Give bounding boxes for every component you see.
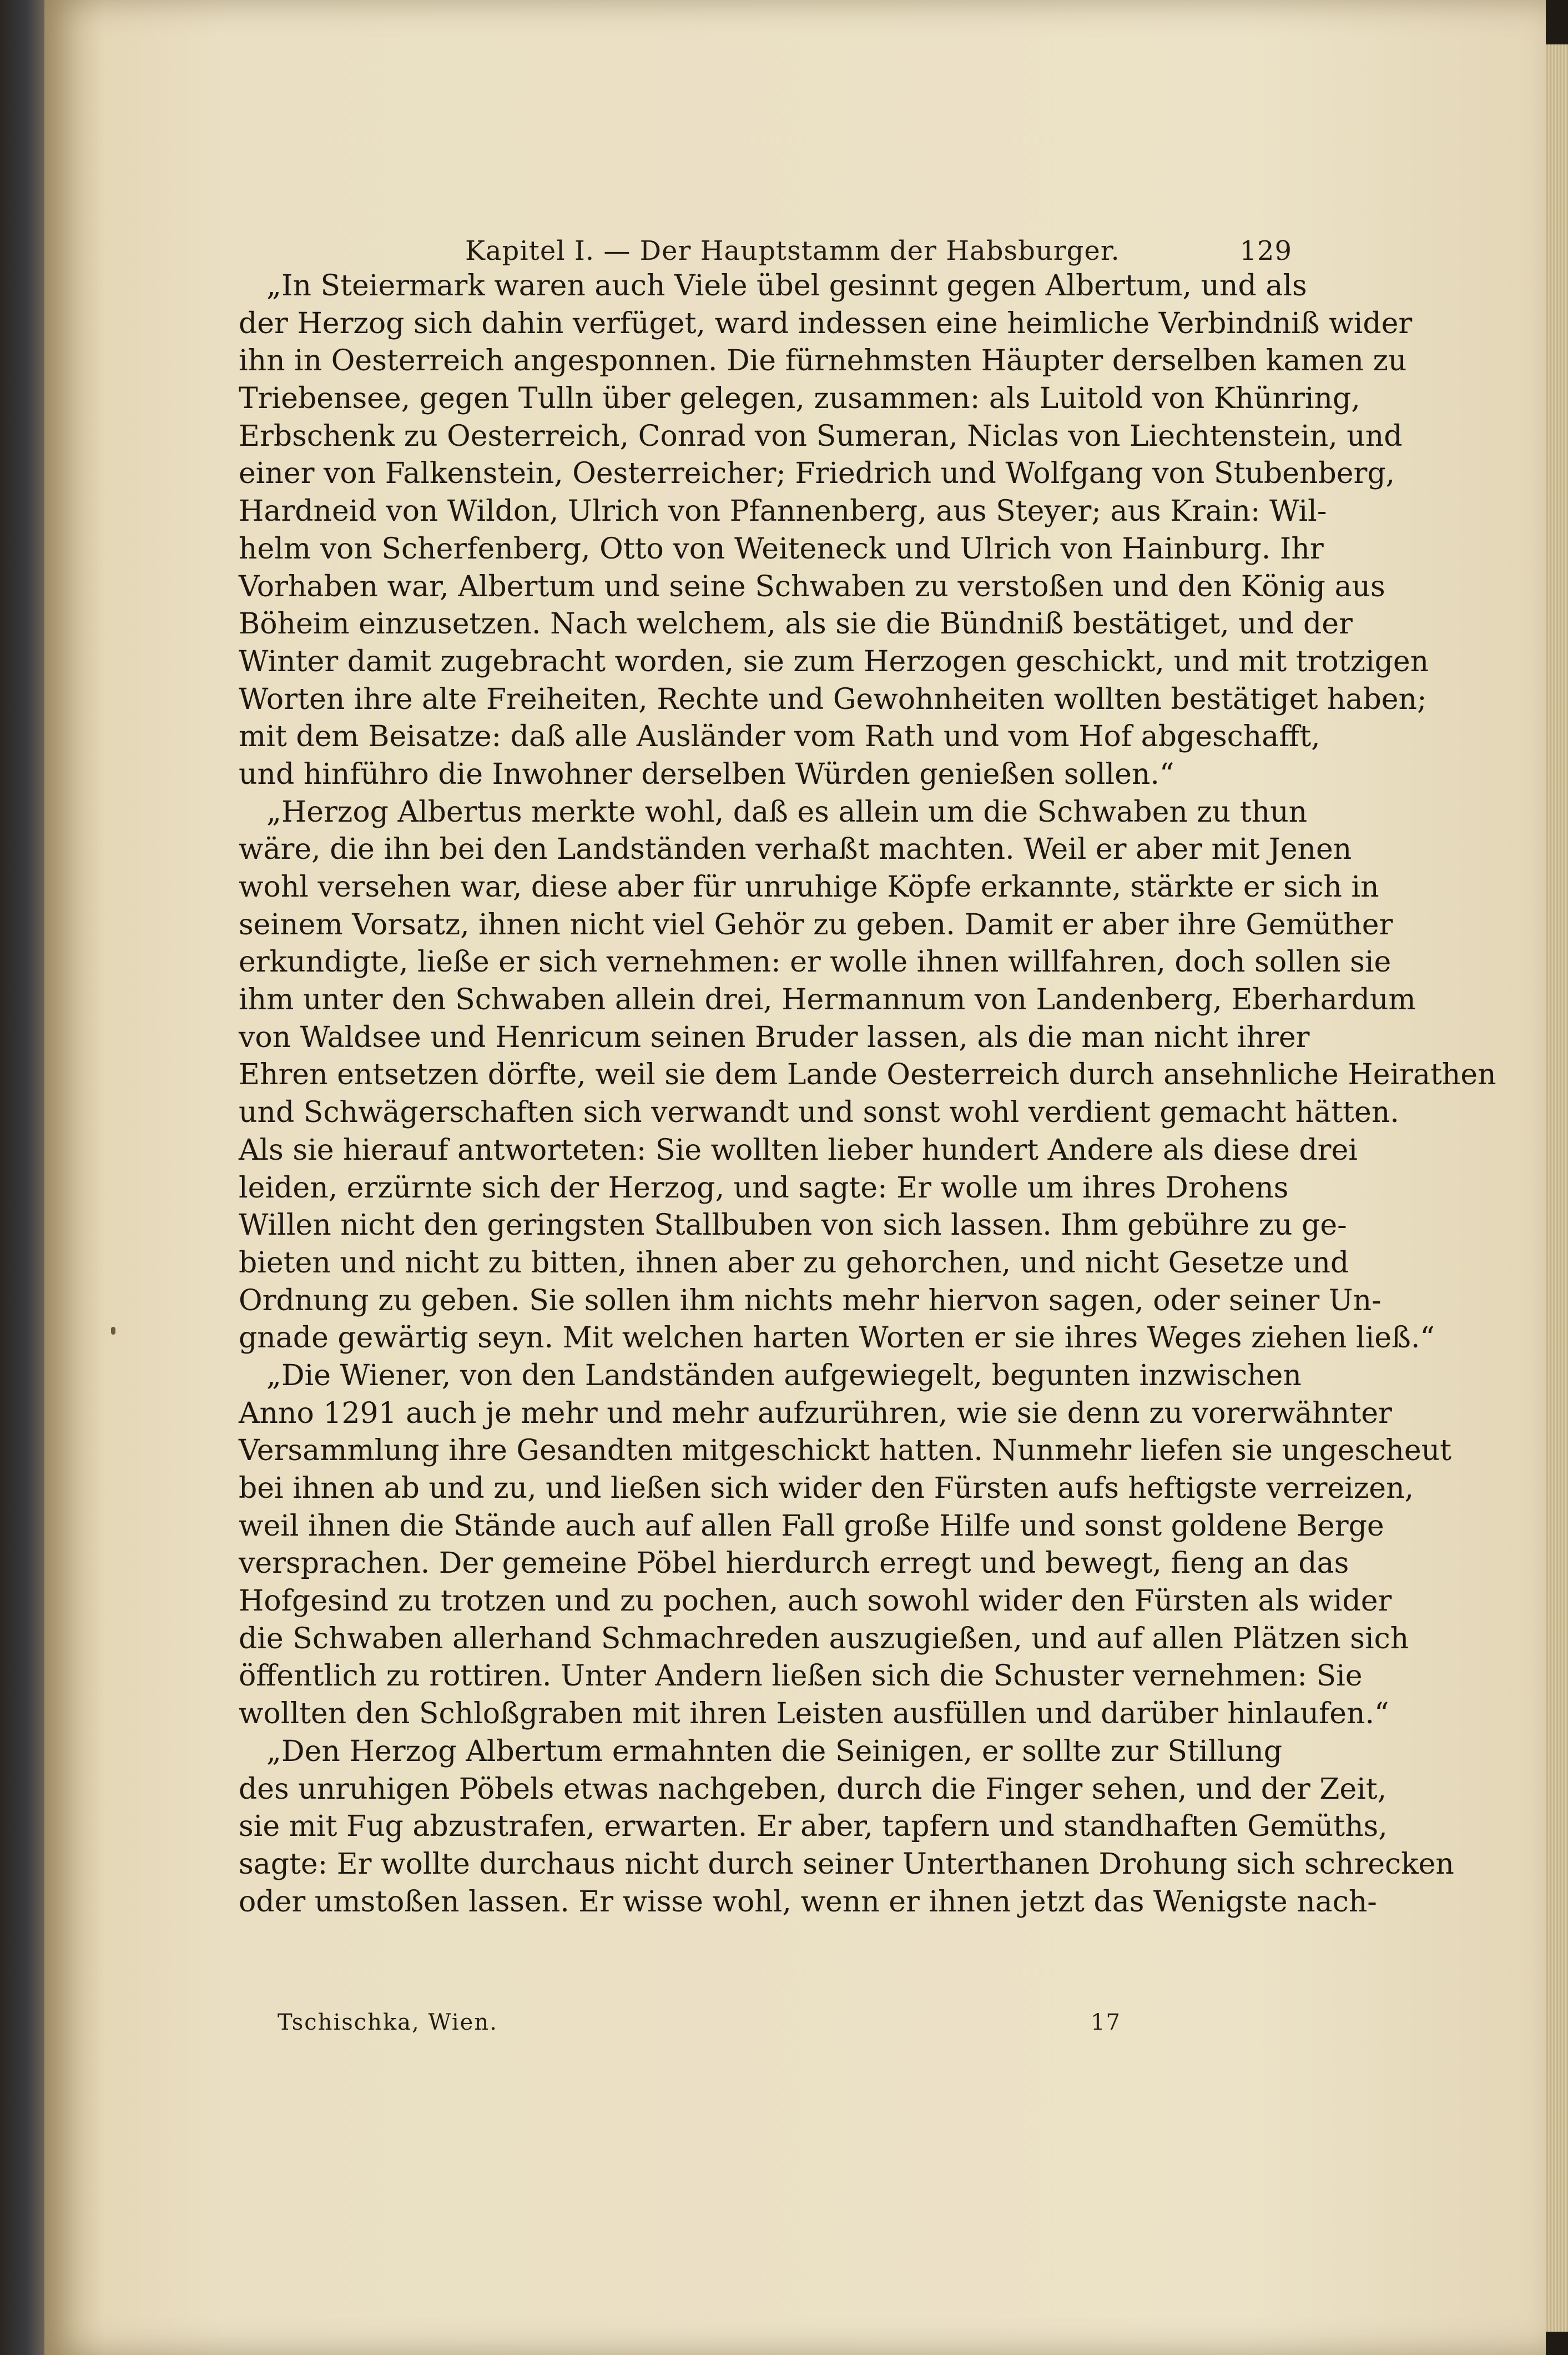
text-line: „Den Herzog Albertum ermahnten die Seinigen, er sollte zur Stillung <box>266 1734 1282 1768</box>
text-line: „In Steiermark waren auch Viele übel gesinnt gegen Albertum, und als <box>266 269 1307 303</box>
text-line: die Schwaben allerhand Schmachreden auszugießen, und auf allen Plätzen sich <box>239 1622 1409 1655</box>
page-header <box>465 235 1298 269</box>
text-line: der Herzog sich dahin verfüget, ward indessen eine heimliche Verbindniß wider <box>239 306 1413 340</box>
paragraph <box>239 1733 1454 1921</box>
text-line: erkundigte, ließe er sich vernehmen: er wolle ihnen willfahren, doch sollen sie <box>239 945 1391 979</box>
paragraph <box>239 794 1496 1357</box>
text-line: öffentlich zu rottiren. Unter Andern ließen sich die Schuster vernehmen: Sie <box>239 1659 1363 1693</box>
page-edges <box>1546 44 1568 2332</box>
text-line: gnade gewärtig seyn. Mit welchen harten Worten er sie ihres Weges ziehen ließ.“ <box>239 1321 1435 1355</box>
paragraph <box>239 268 1429 794</box>
text-line: wäre, die ihn bei den Landständen verhaßt machten. Weil er aber mit Jenen <box>239 833 1352 867</box>
text-line: weil ihnen die Stände auch auf allen Fall große Hilfe und sonst goldene Berge <box>239 1509 1384 1543</box>
text-line: Triebensee, gegen Tulln über gelegen, zusammen: als Luitold von Khünring, <box>239 382 1360 416</box>
text-line: wohl versehen war, diese aber für unruhige Köpfe erkannte, stärkte er sich in <box>239 870 1379 904</box>
running-head: Kapitel I. — Der Hauptstamm der Habsburger. <box>465 235 1120 266</box>
book-binding <box>0 0 44 2355</box>
text-line: sagte: Er wollte durchaus nicht durch seiner Unterthanen Drohung sich schrecken <box>239 1847 1454 1881</box>
text-line: Willen nicht den geringsten Stallbuben von sich lassen. Ihm gebühre zu ge- <box>239 1209 1347 1242</box>
text-line: „Herzog Albertus merkte wohl, daß es allein um die Schwaben zu thun <box>266 795 1308 829</box>
body-text <box>239 268 1496 1921</box>
text-line: seinem Vorsatz, ihnen nicht viel Gehör zu geben. Damit er aber ihre Gemüther <box>239 908 1393 942</box>
sheet-signature: 17 <box>1091 2010 1121 2035</box>
page-number: 129 <box>1239 235 1292 266</box>
paper-speck <box>111 1327 115 1335</box>
text-line: Hofgesind zu trotzen und zu pochen, auch sowohl wider den Fürsten als wider <box>239 1584 1392 1618</box>
text-line: sie mit Fug abzustrafen, erwarten. Er aber, tapfern und standhaften Gemüths, <box>239 1810 1388 1844</box>
text-line: Vorhaben war, Albertum und seine Schwaben zu verstoßen und den König aus <box>239 570 1385 603</box>
text-line: wollten den Schloßgraben mit ihren Leisten ausfüllen und darüber hinlaufen.“ <box>239 1697 1389 1731</box>
text-line: und hinführo die Inwohner derselben Würden genießen sollen.“ <box>239 757 1174 791</box>
text-line: versprachen. Der gemeine Pöbel hierdurch erregt und bewegt, fieng an das <box>239 1547 1349 1581</box>
text-line: Ordnung zu geben. Sie sollen ihm nichts mehr hiervon sagen, oder seiner Un- <box>239 1284 1382 1317</box>
text-line: von Waldsee und Henricum seinen Bruder lassen, als die man nicht ihrer <box>239 1020 1310 1054</box>
text-line: leiden, erzürnte sich der Herzog, und sagte: Er wolle um ihres Drohens <box>239 1171 1289 1205</box>
page-footer <box>278 2010 1121 2043</box>
text-line: „Die Wiener, von den Landständen aufgewiegelt, begunten inzwischen <box>266 1358 1302 1392</box>
text-line: einer von Falkenstein, Oesterreicher; Friedrich und Wolfgang von Stubenberg, <box>239 457 1395 491</box>
paragraph <box>239 1357 1452 1733</box>
text-line: und Schwägerschaften sich verwandt und sonst wohl verdient gemacht hätten. <box>239 1096 1399 1130</box>
text-line: helm von Scherfenberg, Otto von Weiteneck und Ulrich von Hainburg. Ihr <box>239 532 1324 566</box>
text-line: bieten und nicht zu bitten, ihnen aber zu gehorchen, und nicht Gesetze und <box>239 1246 1349 1280</box>
text-line: oder umstoßen lassen. Er wisse wohl, wenn er ihnen jetzt das Wenigste nach- <box>239 1885 1377 1919</box>
text-line: Erbschenk zu Oesterreich, Conrad von Sumeran, Niclas von Liechtenstein, und <box>239 419 1403 453</box>
text-line: ihm unter den Schwaben allein drei, Hermannum von Landenberg, Eberhardum <box>239 983 1416 1017</box>
text-line: des unruhigen Pöbels etwas nachgeben, durch die Finger sehen, und der Zeit, <box>239 1772 1387 1806</box>
text-line: mit dem Beisatze: daß alle Ausländer vom Rath und vom Hof abgeschafft, <box>239 720 1320 754</box>
text-line: Winter damit zugebracht worden, sie zum Herzogen geschickt, und mit trotzigen <box>239 645 1429 678</box>
printer-signature: Tschischka, Wien. <box>278 2010 498 2035</box>
text-line: Ehren entsetzen dörfte, weil sie dem Lande Oesterreich durch ansehnliche Heirathen <box>239 1058 1496 1092</box>
text-line: Böheim einzusetzen. Nach welchem, als sie die Bündniß bestätiget, und der <box>239 607 1353 641</box>
text-line: Worten ihre alte Freiheiten, Rechte und Gewohnheiten wollten bestätiget haben; <box>239 682 1427 716</box>
text-line: Hardneid von Wildon, Ulrich von Pfannenberg, aus Steyer; aus Krain: Wil- <box>239 495 1327 529</box>
text-line: Anno 1291 auch je mehr und mehr aufzurühren, wie sie denn zu vorerwähnter <box>239 1396 1392 1430</box>
text-line: Versammlung ihre Gesandten mitgeschickt hatten. Nunmehr liefen sie ungescheut <box>239 1434 1452 1468</box>
text-line: ihn in Oesterreich angesponnen. Die fürnehmsten Häupter derselben kamen zu <box>239 344 1407 378</box>
text-line: bei ihnen ab und zu, und ließen sich wider den Fürsten aufs heftigste verreizen, <box>239 1472 1414 1505</box>
text-line: Als sie hierauf antworteten: Sie wollten lieber hundert Andere als diese drei <box>239 1133 1358 1167</box>
